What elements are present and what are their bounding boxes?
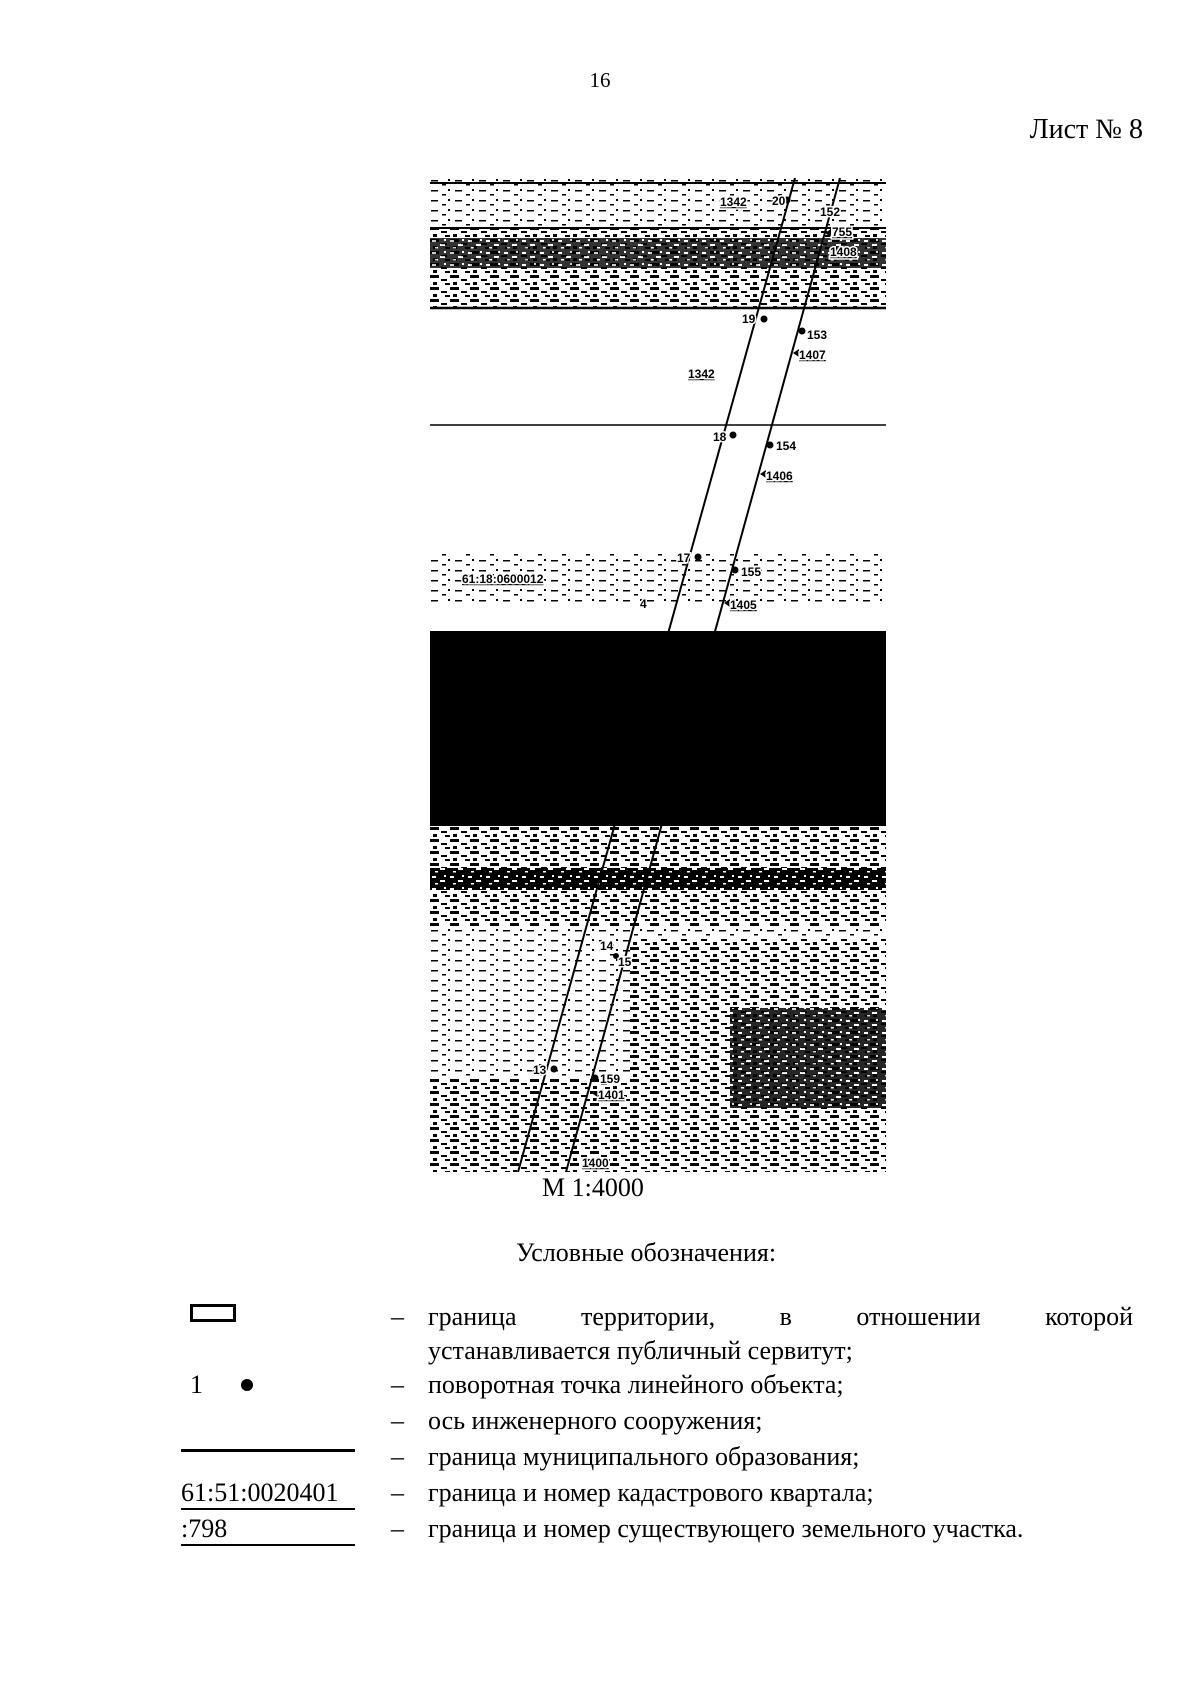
legend-text: ось инженерного сооружения;	[428, 1406, 763, 1435]
turning-point	[730, 432, 737, 439]
point-label: 17	[677, 551, 691, 565]
legend-item-land-plot	[0, 1514, 1200, 1548]
legend-text: граница и номер кадастрового квартала;	[428, 1478, 874, 1507]
plot-label: 755	[832, 225, 853, 239]
point-label: 153	[807, 328, 828, 342]
point-label: 18	[713, 430, 727, 444]
turning-point-symbol-number: 1	[190, 1370, 203, 1399]
map-scale: М 1:4000	[542, 1173, 644, 1202]
point-label: 152	[820, 205, 841, 219]
legend-text: граница территории, в отношении которой	[428, 1302, 1133, 1331]
legend-item-servitude-boundary	[0, 1302, 1200, 1336]
legend-dash: –	[391, 1406, 404, 1435]
legend-item-municipal-boundary	[0, 1442, 1200, 1476]
plot-label: 1407	[799, 348, 826, 362]
point-label: 19	[742, 312, 756, 326]
point-label: 15	[618, 955, 632, 969]
turning-point	[592, 1075, 599, 1082]
plot-label: 1405	[730, 598, 757, 612]
legend-text: поворотная точка линейного объекта;	[428, 1370, 844, 1399]
plot-label: 1401	[598, 1088, 625, 1102]
legend-dash: –	[391, 1370, 404, 1399]
turning-point	[799, 328, 806, 335]
point-label: 159	[600, 1072, 621, 1086]
sheet-label: Лист № 8	[1029, 114, 1143, 145]
plot-label: 4	[640, 597, 647, 611]
turning-point	[767, 442, 774, 449]
legend-dash: –	[391, 1302, 404, 1331]
page-number: 16	[589, 68, 611, 92]
servitude-boundary-symbol	[190, 1304, 236, 1322]
legend-dash: –	[391, 1478, 404, 1507]
point-label: 20	[772, 194, 786, 208]
legend-item-cadastral-quarter	[0, 1478, 1200, 1512]
legend-dash: –	[391, 1442, 404, 1471]
legend-text: граница и номер существующего земельного участка.	[428, 1514, 1024, 1543]
point-label: 13	[533, 1063, 547, 1077]
legend-text: граница муниципального образования;	[428, 1442, 860, 1471]
municipal-boundary-symbol	[181, 1449, 355, 1452]
point-label: 155	[741, 565, 762, 579]
plot-label: 1400	[582, 1156, 609, 1170]
cadastral-quarter-label: 61:18:0600012	[462, 572, 544, 586]
legend-dash: –	[391, 1514, 404, 1543]
legend-text-continuation: устанавливается публичный сервитут;	[428, 1336, 853, 1365]
legend-item-structure-axis	[0, 1406, 1200, 1440]
turning-point-symbol-dot	[241, 1379, 253, 1391]
cadastral-quarter-symbol: 61:51:0020401	[181, 1478, 355, 1510]
map-texture-top	[430, 178, 886, 228]
plot-label: 1406	[766, 469, 793, 483]
legend-item-turning-point	[0, 1370, 1200, 1404]
map-dark-band	[430, 631, 886, 826]
land-plot-symbol: :798	[181, 1514, 355, 1546]
plot-label: 1408	[830, 245, 857, 259]
turning-point	[732, 567, 739, 574]
turning-point	[551, 1066, 558, 1073]
map-image	[430, 178, 886, 1172]
point-label: 154	[776, 439, 797, 453]
turning-point	[695, 554, 702, 561]
plot-label: 1342	[688, 367, 715, 381]
plot-label: 1342	[720, 195, 747, 209]
legend-title: Условные обозначения:	[516, 1238, 777, 1267]
point-label: 14	[600, 939, 614, 953]
turning-point	[761, 316, 768, 323]
